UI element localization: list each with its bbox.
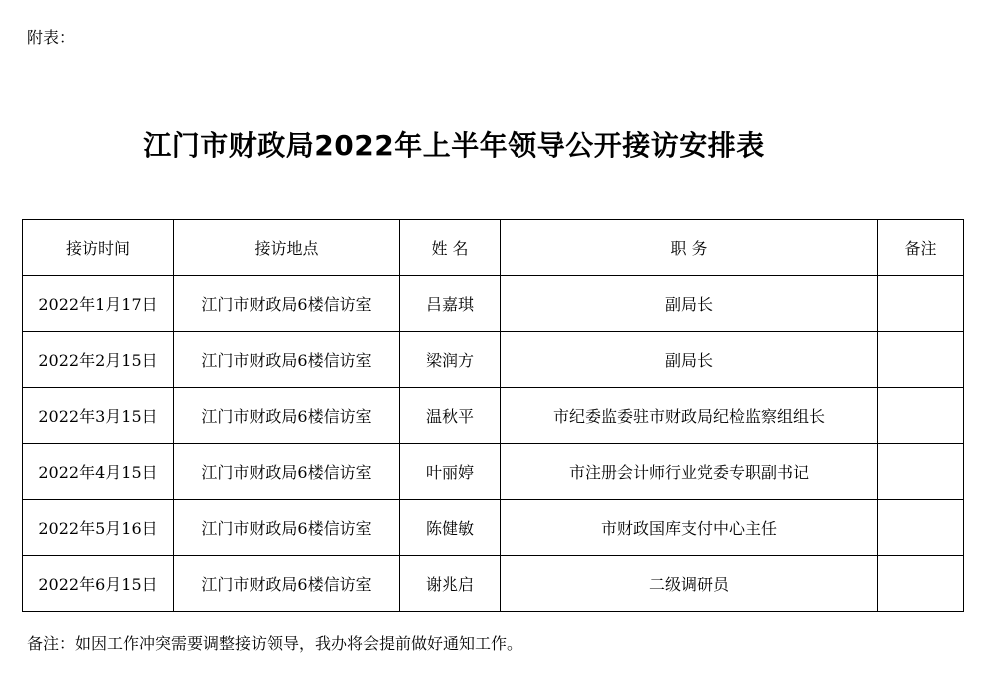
- cell-date: 2022年5月16日: [23, 500, 174, 556]
- header-position: 职 务: [501, 220, 878, 276]
- attachment-label: 附表：: [27, 28, 76, 47]
- cell-location: 江门市财政局6楼信访室: [174, 500, 400, 556]
- header-remark: 备注: [878, 220, 964, 276]
- cell-position: 市纪委监委驻市财政局纪检监察组组长: [501, 388, 878, 444]
- cell-remark: [878, 388, 964, 444]
- cell-remark: [878, 332, 964, 388]
- table-row: [23, 276, 964, 332]
- cell-position: 副局长: [501, 276, 878, 332]
- header-date: 接访时间: [23, 220, 174, 276]
- table-row: [23, 332, 964, 388]
- cell-location: 江门市财政局6楼信访室: [174, 388, 400, 444]
- cell-location: 江门市财政局6楼信访室: [174, 444, 400, 500]
- document-title: 江门市财政局2022年上半年领导公开接访安排表: [143, 129, 765, 162]
- table-row: [23, 500, 964, 556]
- table-row: [23, 388, 964, 444]
- cell-date: 2022年1月17日: [23, 276, 174, 332]
- header-name: 姓 名: [400, 220, 501, 276]
- cell-location: 江门市财政局6楼信访室: [174, 332, 400, 388]
- cell-position: 副局长: [501, 332, 878, 388]
- cell-name: 吕嘉琪: [400, 276, 501, 332]
- cell-position: 市注册会计师行业党委专职副书记: [501, 444, 878, 500]
- cell-remark: [878, 500, 964, 556]
- table-row: [23, 556, 964, 612]
- cell-name: 谢兆启: [400, 556, 501, 612]
- cell-name: 温秋平: [400, 388, 501, 444]
- cell-location: 江门市财政局6楼信访室: [174, 556, 400, 612]
- cell-remark: [878, 276, 964, 332]
- cell-name: 梁润方: [400, 332, 501, 388]
- cell-date: 2022年3月15日: [23, 388, 174, 444]
- header-location: 接访地点: [174, 220, 400, 276]
- cell-position: 市财政国库支付中心主任: [501, 500, 878, 556]
- cell-remark: [878, 444, 964, 500]
- cell-date: 2022年2月15日: [23, 332, 174, 388]
- footnote: 备注：如因工作冲突需要调整接访领导，我办将会提前做好通知工作。: [27, 634, 524, 653]
- cell-date: 2022年6月15日: [23, 556, 174, 612]
- cell-remark: [878, 556, 964, 612]
- table-header-row: [23, 220, 964, 276]
- schedule-table: [22, 219, 964, 612]
- cell-position: 二级调研员: [501, 556, 878, 612]
- cell-name: 陈健敏: [400, 500, 501, 556]
- cell-name: 叶丽婷: [400, 444, 501, 500]
- table-row: [23, 444, 964, 500]
- cell-date: 2022年4月15日: [23, 444, 174, 500]
- cell-location: 江门市财政局6楼信访室: [174, 276, 400, 332]
